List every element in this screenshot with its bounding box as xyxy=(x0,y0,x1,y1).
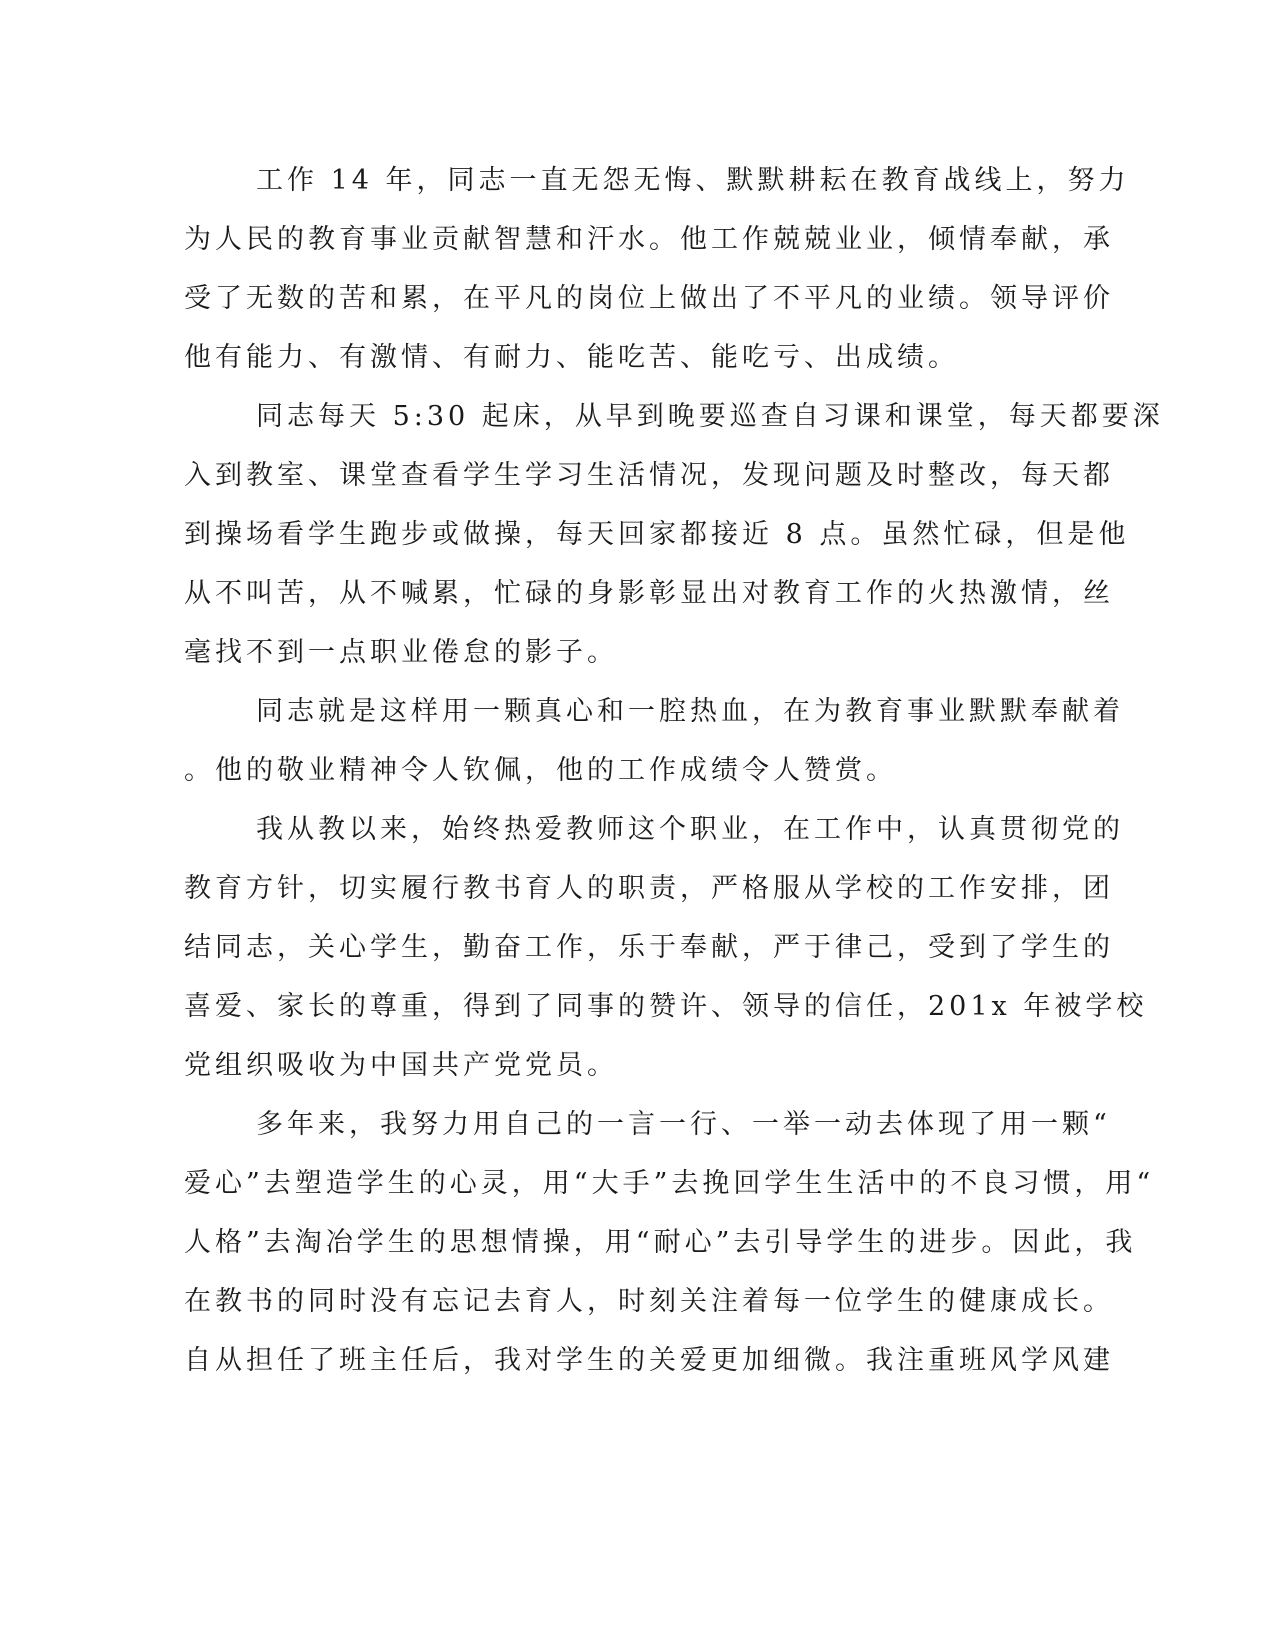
paragraph-4-line-5: 党组织吸收为中国共产党党员。 xyxy=(184,1050,618,1081)
paragraph-2-line-5: 毫找不到一点职业倦怠的影子。 xyxy=(184,637,618,668)
paragraph-5-line-5: 自从担任了班主任后，我对学生的关爱更加细微。我注重班风学风建 xyxy=(184,1345,1114,1376)
paragraph-3-line-2: 。他的敬业精神令人钦佩，他的工作成绩令人赞赏。 xyxy=(184,755,897,786)
paragraph-2-line-1: 同志每天 5:30 起床，从早到晚要巡查自习课和课堂，每天都要深 xyxy=(256,401,1164,432)
paragraph-1-line-4: 他有能力、有激情、有耐力、能吃苦、能吃亏、出成绩。 xyxy=(184,342,959,373)
paragraph-3-line-1: 同志就是这样用一颗真心和一腔热血，在为教育事业默默奉献着 xyxy=(256,696,1124,727)
paragraph-4-line-3: 结同志，关心学生，勤奋工作，乐于奉献，严于律己，受到了学生的 xyxy=(184,932,1114,963)
paragraph-5-line-1: 多年来，我努力用自己的一言一行、一举一动去体现了用一颗“ xyxy=(256,1109,1111,1140)
paragraph-4-line-1: 我从教以来，始终热爱教师这个职业，在工作中，认真贯彻党的 xyxy=(256,814,1124,845)
paragraph-2-line-2: 入到教室、课堂查看学生学习生活情况，发现问题及时整改，每天都 xyxy=(184,460,1114,491)
paragraph-4-line-2: 教育方针，切实履行教书育人的职责，严格服从学校的工作安排，团 xyxy=(184,873,1114,904)
paragraph-5-line-2: 爱心”去塑造学生的心灵，用“大手”去挽回学生生活中的不良习惯，用“ xyxy=(184,1168,1155,1199)
paragraph-4-line-4: 喜爱、家长的尊重，得到了同事的赞许、领导的信任，201x 年被学校 xyxy=(184,991,1148,1022)
paragraph-1-line-2: 为人民的教育事业贡献智慧和汗水。他工作兢兢业业，倾情奉献，承 xyxy=(184,224,1114,255)
paragraph-2-line-3: 到操场看学生跑步或做操，每天回家都接近 8 点。虽然忙碌，但是他 xyxy=(184,519,1130,550)
paragraph-5-line-4: 在教书的同时没有忘记去育人，时刻关注着每一位学生的健康成长。 xyxy=(184,1286,1114,1317)
paragraph-1-line-3: 受了无数的苦和累，在平凡的岗位上做出了不平凡的业绩。领导评价 xyxy=(184,283,1114,314)
paragraph-2-line-4: 从不叫苦，从不喊累，忙碌的身影彰显出对教育工作的火热激情，丝 xyxy=(184,578,1114,609)
paragraph-5-line-3: 人格”去淘冶学生的思想情操，用“耐心”去引导学生的进步。因此，我 xyxy=(184,1227,1137,1258)
paragraph-1-line-1: 工作 14 年，同志一直无怨无悔、默默耕耘在教育战线上，努力 xyxy=(256,165,1130,196)
